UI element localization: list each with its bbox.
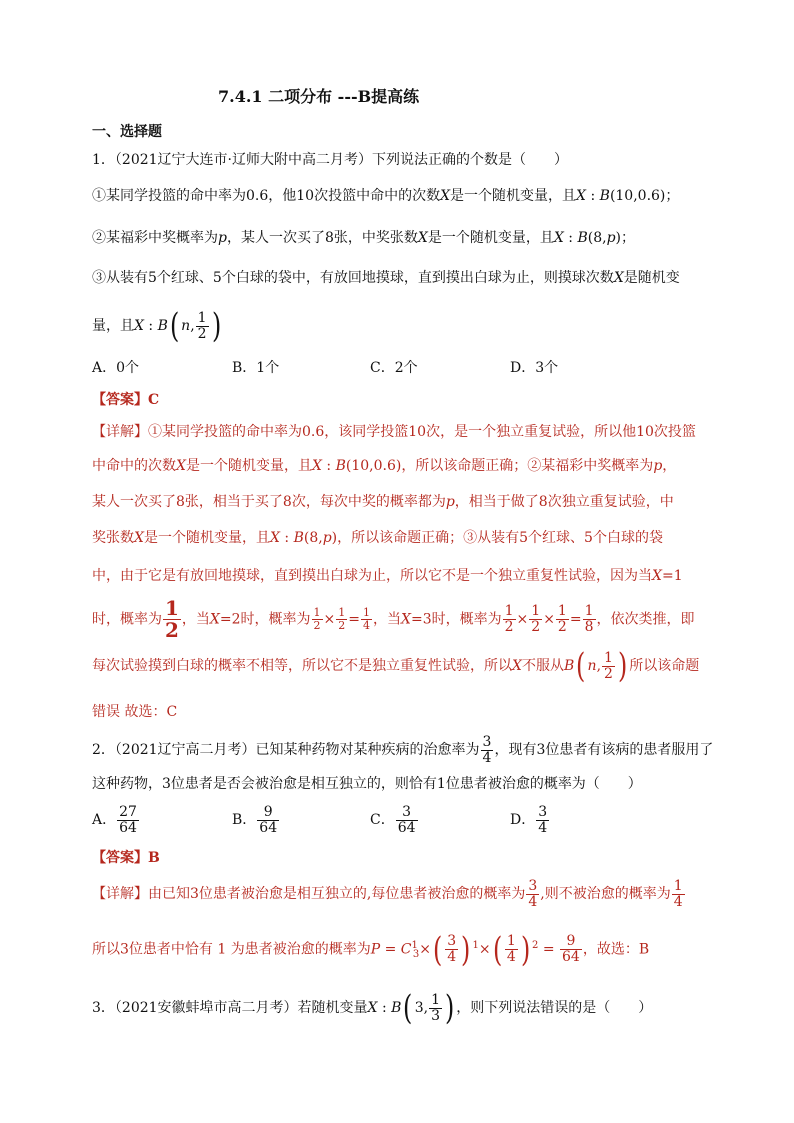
q1-statement-3: ③从装有5个红球、5个白球的袋中，有放回地摸球，直到摸出白球为止，则摸球次数X是随机变: [92, 270, 680, 286]
q1-option-b: B．1个: [232, 360, 280, 376]
q1-stem: 1．（2021辽宁大连市·辽师大附中高二月考）下列说法正确的个数是（ ）: [92, 152, 568, 168]
q1-statement-1: ①某同学投篮的命中率为0.6，他10次投篮中命中的次数X是一个随机变量，且X : B(10,0.6)；: [92, 188, 680, 204]
section-heading: 一、选择题: [92, 124, 162, 140]
q1-detail-line-6: 时，概率为 $\frac{1}{2}$ ，当X=2时，概率为 $\frac{1}{2}$ × $\frac{1}{2}$ = $\frac{1}{4}$ ，当X=3时，概率为 $\frac{1}{2}$ × $\frac{1}{2}$ × $\frac{1}{2}$ = $\frac{1}{8}$ ，依次类推，即: [92, 596, 695, 642]
q1-detail-line-5: 中，由于它是有放回地摸球，直到摸出白球为止，所以它不是一个独立重复性试验，因为当X=1: [92, 568, 683, 584]
q1-detail-line-4: 奖张数X是一个随机变量，且X : B(8,p)，所以该命题正确；③从装有5个红球、5个白球的袋: [92, 530, 663, 546]
q2-option-d: D． $\frac{3}{4}$: [510, 803, 548, 836]
q1-statement-3-cont: 量，且X : B( n, $\frac{1}{2}$ ): [92, 306, 221, 346]
q1-detail-line-3: 某人一次买了8张，相当于买了8次，每次中奖的概率都为p，相当于做了8次独立重复试验，中: [92, 494, 674, 510]
q2-stem: 2．（2021辽宁高二月考）已知某种药物对某种疾病的治愈率为 $\frac{3}{4}$ ，现有3位患者有该病的患者服用了: [92, 733, 714, 766]
q1-detail-line-8: 错误 故选：C: [92, 704, 178, 720]
q1-detail-line-1: 【详解】①某同学投篮的命中率为0.6，该同学投篮10次，是一个独立重复试验，所以他10次投篮: [92, 424, 696, 440]
q3-stem: 3．（2021安徽蚌埠市高二月考）若随机变量X : B( 3, $\frac{1}{3}$ ) ，则下列说法错误的是（ ）: [92, 988, 653, 1028]
q1-option-d: D．3个: [510, 360, 559, 376]
q1-statement-2: ②某福彩中奖概率为p，某人一次买了8张，中奖张数X是一个随机变量，且X : B(8,p)；: [92, 230, 636, 246]
q1-detail-line-2: 中命中的次数X是一个随机变量，且X : B(10,0.6)，所以该命题正确；②某福彩中奖概率为p，: [92, 458, 677, 474]
q2-stem-cont: 这种药物，3位患者是否会被治愈是相互独立的，则恰有1位患者被治愈的概率为（ ）: [92, 776, 642, 792]
page-title: 7.4.1 二项分布 ---B提高练: [218, 87, 420, 106]
q1-option-c: C．2个: [370, 360, 418, 376]
q1-option-a: A．0个: [92, 360, 140, 376]
q2-answer: 【答案】B: [92, 850, 160, 866]
q2-option-c: C． $\frac{3}{64}$: [370, 803, 416, 836]
q2-detail-line-2: 所以3位患者中恰有 1 为患者被治愈的概率为$P = C^1_3\times$( $\frac{3}{4}$ ) $^1$×( $\frac{1}{4}$ ) $^2$ = $\frac{9}{64}$ ，故选：B: [92, 929, 650, 970]
q2-option-b: B． $\frac{9}{64}$: [232, 803, 278, 836]
q1-detail-line-7: 每次试验摸到白球的概率不相等，所以它不是独立重复性试验，所以X不服从B( n, $\frac{1}{2}$ ) 所以该命题: [92, 646, 700, 686]
q2-detail-line-1: 【详解】由已知3位患者被治愈是相互独立的,每位患者被治愈的概率为 $\frac{3}{4}$ ,则不被治愈的概率为 $\frac{1}{4}$: [92, 877, 683, 910]
q2-option-a: A． $\frac{27}{64}$: [92, 803, 137, 836]
q1-answer: 【答案】C: [92, 392, 160, 408]
